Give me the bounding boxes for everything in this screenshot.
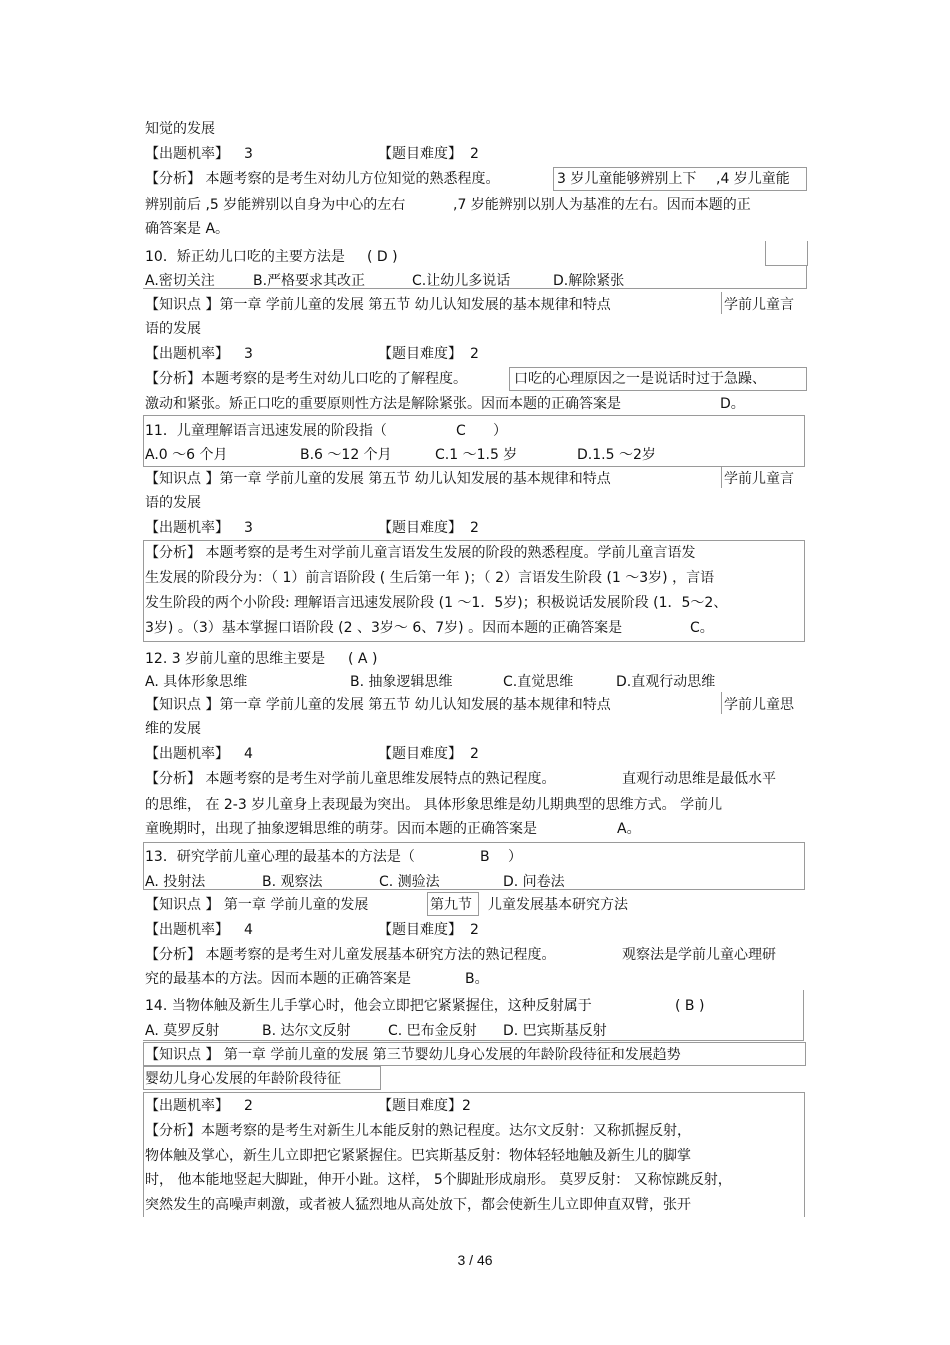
text-segment: 婴幼儿身心发展的年龄阶段待征 [145, 1071, 341, 1087]
text-segment: 3 [244, 520, 253, 536]
text-segment: 【题目难度】 [378, 1098, 462, 1114]
text-segment: 学前儿童言 [724, 471, 794, 487]
text-segment: 【题目难度】 [378, 520, 462, 536]
text-segment: 3 岁儿童能够辨别上下 [557, 171, 697, 187]
text-segment: B. 抽象逻辑思维 [350, 674, 453, 690]
text-segment: 【题目难度】 [378, 746, 462, 762]
text-segment: 【知识点 】第一章 学前儿童的发展 第五节 幼儿认知发展的基本规律和特点 [145, 697, 611, 713]
text-segment: 的思维， 在 2-3 岁儿童身上表现最为突出。 具体形象思维是幼儿期典型的思维方式。 学前儿 [145, 797, 723, 813]
text-segment: 激动和紧张。矫正口吃的重要原则性方法是解除紧张。因而本题的正确答案是 [145, 396, 621, 412]
text-segment: 突然发生的高噪声刺激，或者被人猛烈地从高处放下，都会使新生儿立即伸直双臂，张开 [145, 1197, 691, 1213]
text-segment: A.密切关注 [145, 273, 215, 289]
text-segment: 【知识点 】 第一章 学前儿童的发展 [145, 897, 369, 913]
text-segment: 2 [470, 746, 479, 762]
text-segment: ( D ) [367, 249, 398, 265]
text-segment: 3 [244, 346, 253, 362]
text-segment: 【知识点 】 第一章 学前儿童的发展 第三节婴幼儿身心发展的年龄阶段待征和发展趋势 [145, 1047, 681, 1063]
text-segment: 2 [470, 520, 479, 536]
text-segment: 3 [244, 146, 253, 162]
text-segment: C.让幼儿多说话 [412, 273, 511, 289]
text-segment: 确答案是 A。 [145, 221, 230, 237]
text-segment: 【分析】本题考察的是考生对幼儿口吃的了解程度。 [145, 371, 467, 387]
text-segment: A. 具体形象思维 [145, 674, 248, 690]
text-segment: 12. 3 岁前儿童的思维主要是 [145, 651, 326, 667]
text-segment: 13．研究学前儿童心理的最基本的方法是（ [145, 849, 415, 865]
text-segment: 【出题机率】 [145, 520, 229, 536]
text-segment: A。 [617, 821, 641, 837]
text-segment: 第九节 [430, 897, 472, 913]
text-segment: ） [508, 849, 522, 865]
text-segment: A. 投射法 [145, 874, 206, 890]
text-segment: 【知识点 】第一章 学前儿童的发展 第五节 幼儿认知发展的基本规律和特点 [145, 297, 611, 313]
text-segment: 知觉的发展 [145, 121, 215, 137]
text-segment: 3岁) 。（3）基本掌握口语阶段 (2 、3岁～ 6、7岁) 。因而本题的正确答案是 [145, 620, 623, 636]
text-segment: A. 莫罗反射 [145, 1023, 220, 1039]
text-segment: 直观行动思维是最低水平 [622, 771, 776, 787]
text-segment: 4 [244, 922, 253, 938]
text-segment: ( A ) [348, 651, 378, 667]
text-segment: 儿童发展基本研究方法 [488, 897, 628, 913]
text-segment: 【题目难度】 [378, 346, 462, 362]
text-segment: 【出题机率】 [145, 146, 229, 162]
text-segment: 童晚期时，出现了抽象逻辑思维的萌芽。因而本题的正确答案是 [145, 821, 537, 837]
text-segment: 4 [244, 746, 253, 762]
text-segment: C.1 ～1.5 岁 [435, 447, 518, 463]
text-segment: C.直觉思维 [503, 674, 574, 690]
text-segment: 10．矫正幼儿口吃的主要方法是 [145, 249, 345, 265]
text-segment: 【知识点 】第一章 学前儿童的发展 第五节 幼儿认知发展的基本规律和特点 [145, 471, 611, 487]
text-segment: 语的发展 [145, 321, 201, 337]
text-segment: B.严格要求其改正 [253, 273, 366, 289]
text-segment: 【分析】 本题考察的是考生对学前儿童言语发生发展的阶段的熟悉程度。学前儿童言语发 [145, 545, 696, 561]
text-segment: ,7 岁能辨别以别人为基准的左右。因而本题的正 [453, 197, 751, 213]
text-segment: ） [493, 423, 507, 439]
text-segment: 学前儿童言 [724, 297, 794, 313]
text-segment: C. 巴布金反射 [388, 1023, 477, 1039]
text-segment: B. 观察法 [262, 874, 323, 890]
text-segment: 2 [470, 346, 479, 362]
text-segment: 14. 当物体触及新生儿手掌心时，他会立即把它紧紧握住，这种反射属于 [145, 998, 592, 1014]
text-segment: D。 [720, 396, 745, 412]
text-segment: 语的发展 [145, 495, 201, 511]
text-segment: B.6 ～12 个月 [300, 447, 392, 463]
text-segment: 【分析】本题考察的是考生对新生儿本能反射的熟记程度。达尔文反射：又称抓握反射， [145, 1123, 691, 1139]
text-segment: 【出题机率】 [145, 346, 229, 362]
text-segment: ,4 岁儿童能 [716, 171, 790, 187]
text-segment: 观察法是学前儿童心理研 [622, 947, 776, 963]
text-segment: D. 问卷法 [503, 874, 565, 890]
text-segment: 2 [470, 146, 479, 162]
text-segment: B。 [465, 971, 489, 987]
text-segment: 2 [244, 1098, 253, 1114]
text-segment: 【出题机率】 [145, 922, 229, 938]
text-segment: 究的最基本的方法。因而本题的正确答案是 [145, 971, 411, 987]
text-segment: 时， 他本能地竖起大脚趾，伸开小趾。这样， 5个脚趾形成扇形。 莫罗反射： 又称惊跳反射， [145, 1172, 732, 1188]
text-segment: 11．儿童理解语言迅速发展的阶段指（ [145, 423, 387, 439]
text-segment: 物体触及掌心，新生儿立即把它紧紧握住。巴宾斯基反射：物体轻轻地触及新生儿的脚掌 [145, 1148, 691, 1164]
text-segment: 【题目难度】 [378, 922, 462, 938]
text-segment: 【题目难度】 [378, 146, 462, 162]
text-segment: C. 测验法 [379, 874, 440, 890]
text-segment: 口吃的心理原因之一是说话时过于急躁、 [514, 371, 766, 387]
text-segment: 2 [470, 922, 479, 938]
text-segment: 辨别前后 ,5 岁能辨别以自身为中心的左右 [145, 197, 406, 213]
text-segment: 【分析】 本题考察的是考生对幼儿方位知觉的熟悉程度。 [145, 171, 500, 187]
text-segment: 发生阶段的两个小阶段: 理解语言迅速发展阶段 (1 ～1．5岁)；积极说话发展阶段 (1．5～2、 [145, 595, 728, 611]
text-segment: D.直观行动思维 [616, 674, 716, 690]
page-number: 3 / 46 [457, 1252, 493, 1268]
text-segment: 【分析】 本题考察的是考生对儿童发展基本研究方法的熟记程度。 [145, 947, 556, 963]
text-segment: 【出题机率】 [145, 746, 229, 762]
text-segment: D.解除紧张 [553, 273, 625, 289]
text-segment: 【出题机率】 [145, 1098, 229, 1114]
text-segment: B. 达尔文反射 [262, 1023, 351, 1039]
text-segment: ( B ) [675, 998, 705, 1014]
text-segment: A.0 ～6 个月 [145, 447, 228, 463]
text-segment: 2 [462, 1098, 471, 1114]
text-segment: 生发展的阶段分为：（ 1）前言语阶段 ( 生后第一年 )；（ 2）言语发生阶段 (1 ～3岁) ，言语 [145, 570, 715, 586]
frame-box [765, 241, 808, 266]
text-segment: B [480, 849, 490, 865]
text-segment: 维的发展 [145, 721, 201, 737]
text-segment: C。 [690, 620, 714, 636]
text-segment: D. 巴宾斯基反射 [503, 1023, 607, 1039]
text-segment: 学前儿童思 [724, 697, 794, 713]
text-segment: D.1.5 ～2岁 [577, 447, 656, 463]
text-segment: 【分析】 本题考察的是考生对学前儿童思维发展特点的熟记程度。 [145, 771, 556, 787]
text-segment: C [456, 423, 466, 439]
